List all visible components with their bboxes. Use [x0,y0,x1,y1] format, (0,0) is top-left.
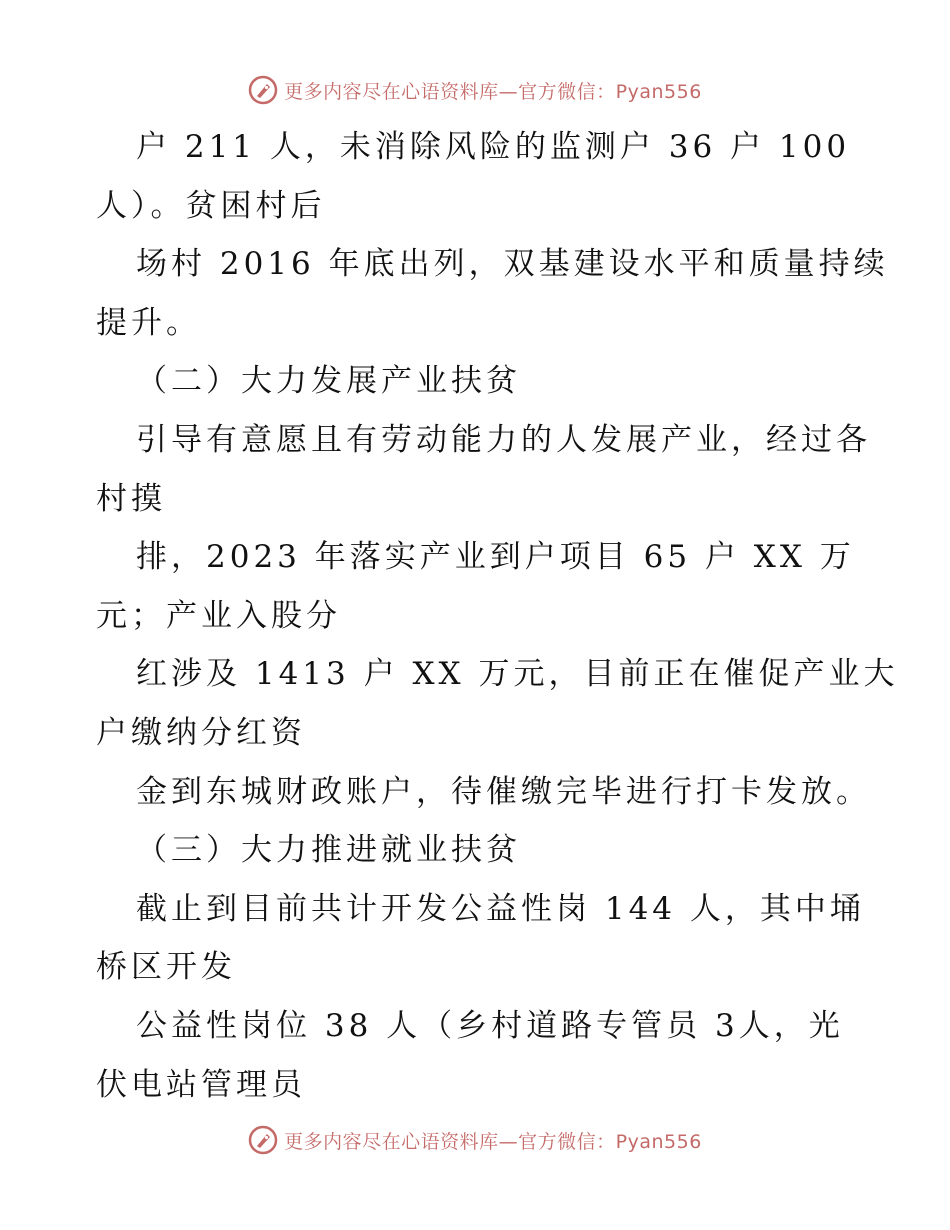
text-line: 场村 2016 年底出列，双基建设水平和质量持续 [136,246,889,283]
text-line: 排，2023 年落实产业到户项目 65 户 XX 万 [136,539,855,576]
text-line: 户 211 人，未消除风险的监测户 36 户 100 [136,129,851,165]
section-heading: （三）大力推进就业扶贫 [136,832,521,869]
pen-nib-logo-icon [248,75,278,105]
text-line: 村摸 [96,480,166,517]
text-line: 公益性岗位 38 人（乡村道路专管员 3人，光 [136,1007,844,1044]
text-line: 伏电站管理员 [96,1066,306,1103]
document-body [96,118,899,1114]
banner-text: 更多内容尽在心语资料库—官方微信：Pyan556 [284,80,702,103]
text-line: 红涉及 1413 户 XX 万元，目前正在催促产业大 [136,656,899,693]
section-heading: （二）大力发展产业扶贫 [136,363,521,400]
pen-nib-logo-icon [248,1125,278,1155]
text-line: 元；产业入股分 [96,597,341,634]
footer-banner [0,1120,950,1160]
text-line: 金到东城财政账户，待催缴完毕进行打卡发放。 [136,773,871,810]
banner-text: 更多内容尽在心语资料库—官方微信：Pyan556 [284,1130,702,1153]
text-line: 人）。贫困村后 [96,187,326,224]
text-line: 引导有意愿且有劳动能力的人发展产业，经过各 [136,421,871,458]
text-line: 户缴纳分红资 [96,714,306,751]
text-line: 桥区开发 [96,949,236,986]
header-banner [0,70,950,110]
text-line: 提升。 [96,304,201,341]
text-line: 截止到目前共计开发公益性岗 144 人，其中埇 [136,890,865,927]
